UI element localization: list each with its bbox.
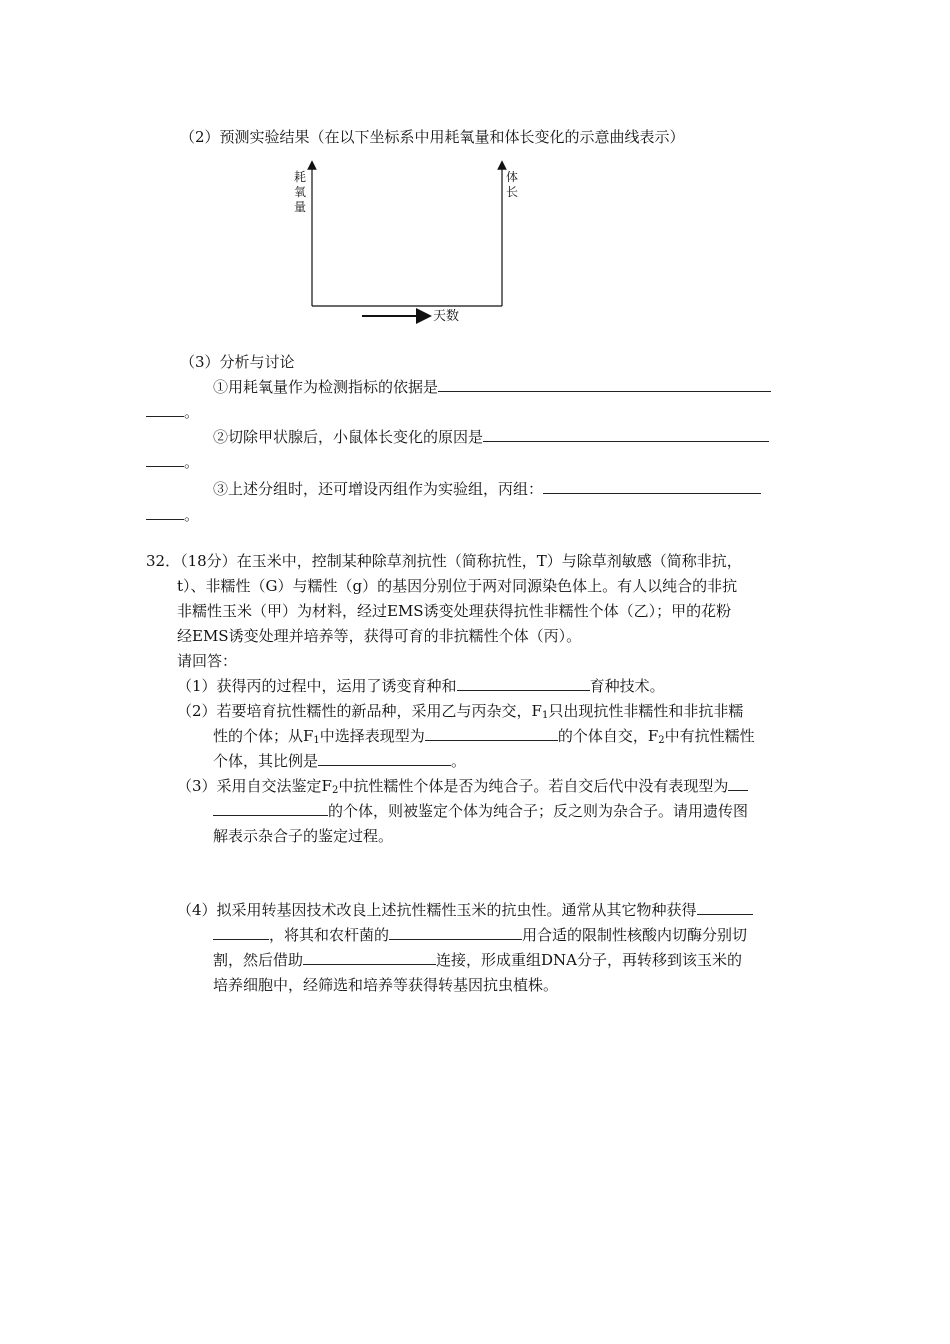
q32-p2-l2b: 中选择表现型为 [319, 727, 425, 745]
q32-p4-label: （4） [177, 901, 217, 919]
q31-item1-line [213, 377, 771, 397]
q31-part3-label: （3） [180, 353, 220, 371]
q32-p4-l3a: 割，然后借助 [213, 951, 304, 969]
q32-p1-line [177, 676, 665, 696]
q32-p2-l2a: 性的个体；从F [213, 727, 314, 745]
q32-p3-label: （3） [177, 777, 217, 795]
q32-p2-line-1 [177, 701, 743, 726]
q32-p3-line-2 [213, 801, 748, 821]
x-axis-label: 天数 [433, 309, 460, 324]
q32-p3-line-3: 解表示杂合子的鉴定过程。 [213, 827, 394, 845]
subscript: 2 [658, 735, 665, 746]
answer-blank-31-3[interactable] [543, 479, 761, 494]
answer-blank-32-4a[interactable] [697, 900, 753, 915]
y-right-char-2: 长 [505, 185, 518, 199]
q32-p4-line-1 [177, 900, 753, 920]
q32-p2-l3a: 个体，其比例是 [213, 752, 319, 770]
q31-part3-title: 分析与讨论 [219, 353, 295, 371]
q31-part2-label: （2） [180, 128, 220, 146]
q32-p2-label: （2） [177, 702, 217, 720]
period: 。 [184, 453, 200, 471]
y-left-label [293, 170, 307, 215]
q32-stem-line-2: t）、非糯性（G）与糯性（g）的基因分别位于两对同源染色体上。有人以纯合的非抗 [177, 577, 738, 595]
q32-p3-l1b: 中抗性糯性个体是否为纯合子。若自交后代中没有表现型为 [338, 777, 729, 795]
q31-item2-line [213, 427, 769, 447]
answer-blank-31-3b[interactable] [146, 505, 184, 520]
subscript: 1 [541, 710, 549, 721]
period: 。 [184, 403, 200, 421]
q32-stem-1: 在玉米中，控制某种除草剂抗性（简称抗性，T）与除草剂敏感（简称非抗， [236, 552, 742, 570]
q32-p1-label: （1） [177, 677, 217, 695]
q31-part2-text: 预测实验结果（在以下坐标系中用耗氧量和体长变化的示意曲线表示） [219, 128, 685, 146]
q31-part3-title-line [180, 352, 295, 372]
q32-score: （18分） [180, 552, 237, 570]
q32-p4-line-3 [213, 950, 742, 970]
subscript: 2 [331, 785, 339, 796]
q32-p2-line-2 [213, 726, 755, 751]
answer-blank-31-1[interactable] [438, 377, 771, 392]
q32-p3-l1a: 采用自交法鉴定F [216, 777, 332, 795]
q31-item1-cont [146, 402, 199, 422]
q32-p4-line-2 [213, 925, 747, 945]
q32-stem-line-1 [146, 551, 742, 571]
answer-blank-32-1[interactable] [457, 676, 590, 691]
answer-blank-31-1b[interactable] [146, 402, 184, 417]
answer-blank-32-4b[interactable] [389, 925, 522, 940]
q31-item3-text: ③上述分组时，还可增设丙组作为实验组，丙组： [213, 480, 544, 498]
q32-p4-l3b: 连接，形成重组DNA分子，再转移到该玉米的 [436, 951, 743, 969]
q32-p4-l2a: ，将其和农杆菌的 [269, 926, 390, 944]
answer-blank-31-2[interactable] [483, 427, 769, 442]
q31-item3-line [213, 479, 761, 499]
q32-number: 32． [146, 552, 181, 570]
q32-p3-line-1 [177, 776, 748, 801]
q32-stem-line-4: 经EMS诱变处理并培养等，获得可育的非抗糯性个体（丙）。 [177, 627, 582, 645]
q32-p4-l2b: 用合适的限制性核酸内切酶分别切 [522, 926, 748, 944]
q31-item3-cont [146, 505, 199, 525]
y-right-label [505, 170, 519, 200]
answer-blank-32-2a[interactable] [425, 726, 558, 741]
q32-p2-line-3 [213, 751, 466, 771]
y-left-char-2: 氧 [293, 185, 306, 199]
q32-p4-l1: 拟采用转基因技术改良上述抗性糯性玉米的抗虫性。通常从其它物种获得 [216, 901, 697, 919]
q31-item2-cont [146, 452, 199, 472]
q32-p2-l3b: 。 [451, 752, 467, 770]
q31-item2-text: ②切除甲状腺后，小鼠体长变化的原因是 [213, 428, 484, 446]
subscript: 1 [313, 735, 320, 746]
q32-p2-l1a: 若要培育抗性糯性的新品种，采用乙与丙杂交，F [216, 702, 542, 720]
q32-ask: 请回答： [177, 652, 238, 670]
q32-p2-l2c: 的个体自交，F [557, 727, 659, 745]
answer-blank-32-3a[interactable] [728, 776, 748, 791]
q32-p2-l2d: 中有抗性糯性 [664, 727, 755, 745]
q31-item1-text: ①用耗氧量作为检测指标的依据是 [213, 378, 439, 396]
y-right-char-1: 体 [505, 170, 518, 184]
q32-p1-text-b: 育种技术。 [589, 677, 665, 695]
q32-stem-line-3: 非糯性玉米（甲）为材料，经过EMS诱变处理获得抗性非糯性个体（乙）；甲的花粉 [177, 602, 732, 620]
answer-blank-32-3b[interactable] [213, 801, 328, 816]
q32-p2-l1b: 只出现抗性非糯性和非抗非糯 [548, 702, 744, 720]
answer-blank-32-4a-cont[interactable] [213, 925, 269, 940]
q32-p1-text-a: 获得丙的过程中，运用了诱变育种和 [216, 677, 457, 695]
answer-blank-32-2b[interactable] [318, 751, 451, 766]
y-left-char-1: 耗 [293, 170, 306, 184]
answer-blank-32-4c[interactable] [303, 950, 436, 965]
answer-blank-31-2b[interactable] [146, 452, 184, 467]
q32-p4-line-4: 培养细胞中，经筛选和培养等获得转基因抗虫植株。 [213, 976, 559, 994]
period: 。 [184, 506, 200, 524]
y-left-char-3: 量 [293, 200, 306, 214]
q32-p3-l2a: 的个体，则被鉴定个体为纯合子；反之则为杂合子。请用遗传图 [328, 802, 749, 820]
